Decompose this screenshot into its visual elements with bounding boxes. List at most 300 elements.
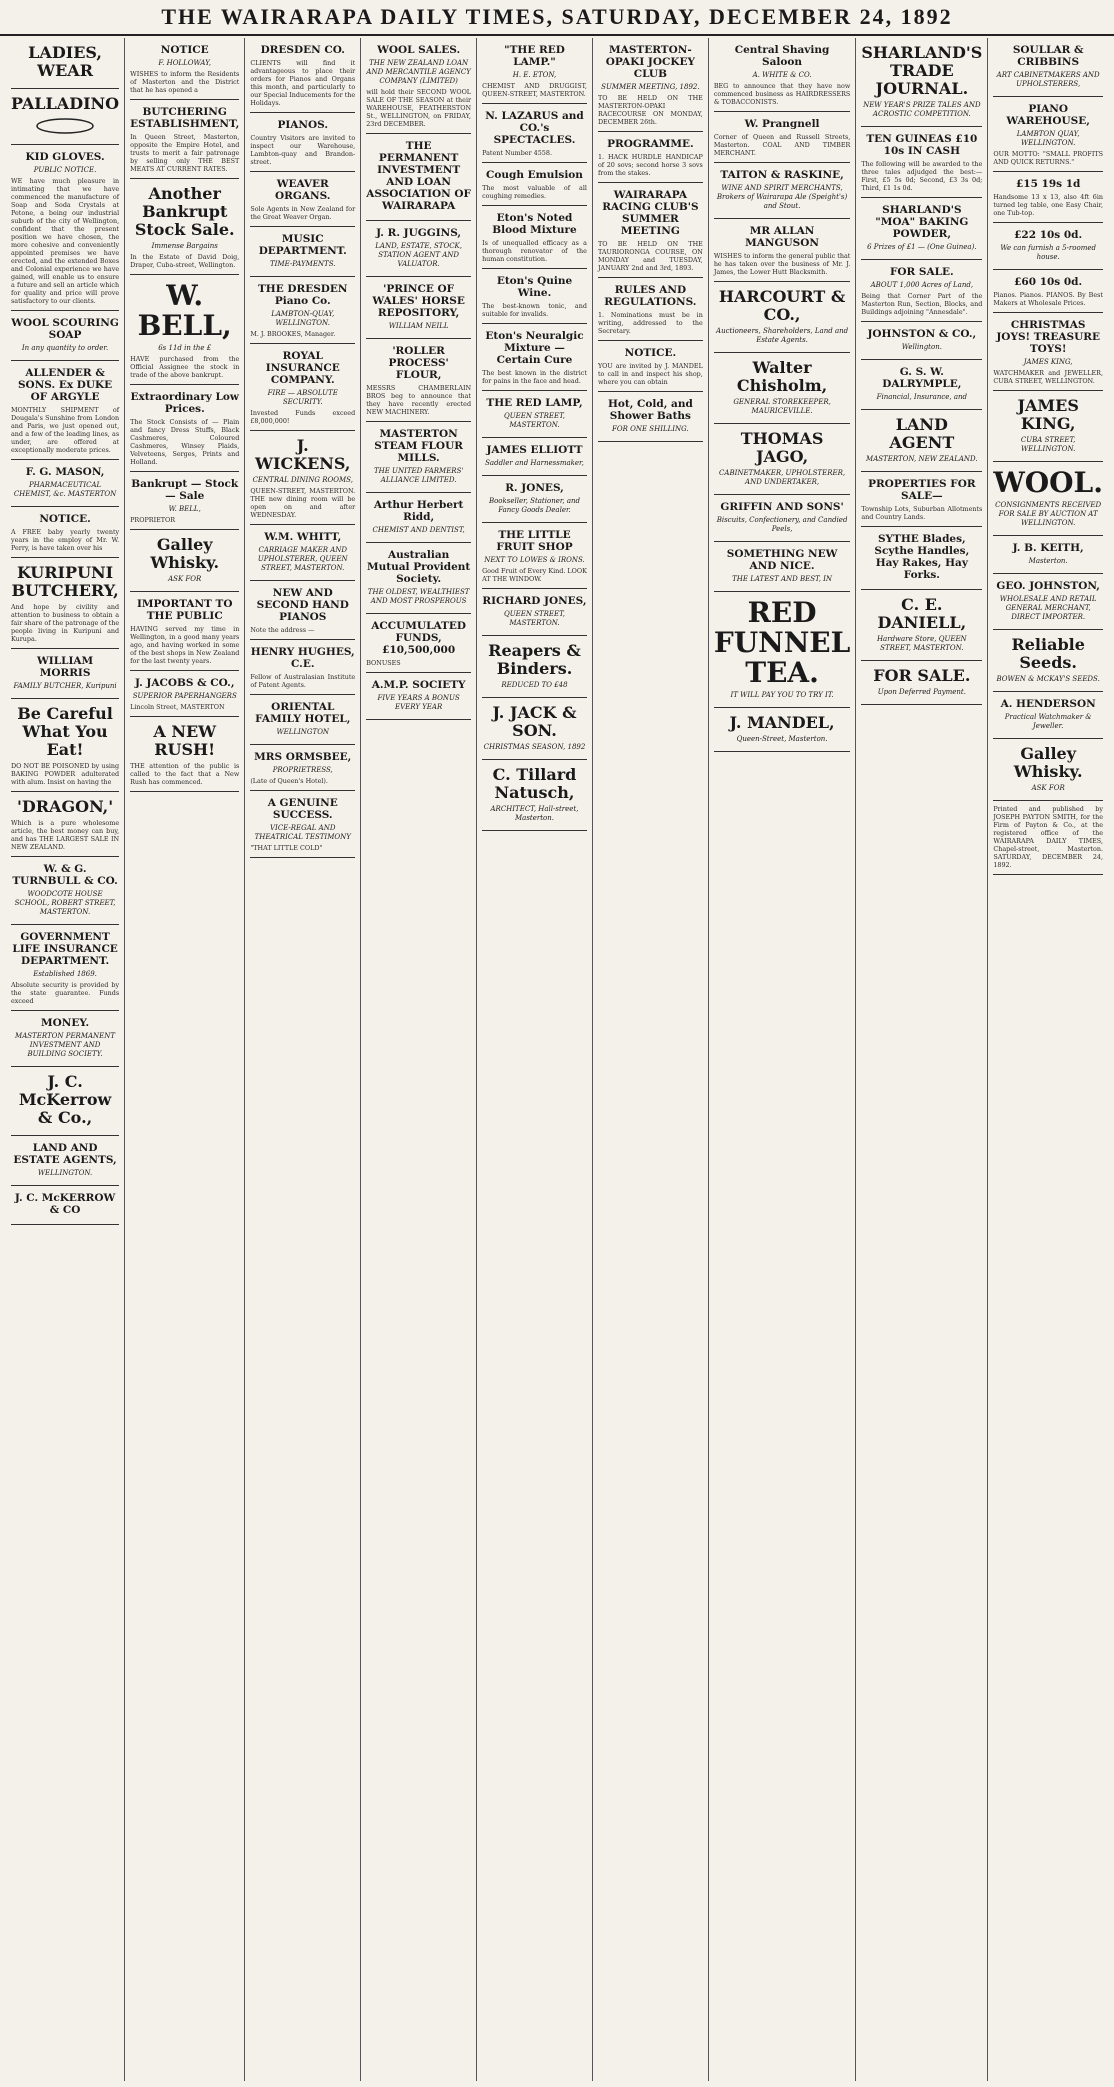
ad-heading: Australian Mutual Provident Society. [367,549,471,585]
advertisement [250,581,355,640]
ad-subheading: CENTRAL DINING ROOMS, [252,476,353,484]
advertisement [366,277,471,339]
advertisement [366,422,471,493]
ad-heading: HENRY HUGHES, C.E. [250,646,355,670]
advertisement [993,38,1103,97]
ad-body-text: TO BE HELD ON THE MASTERTON-OPAKI RACECOURSE ON MONDAY, DECEMBER 26th. [597,94,703,126]
ad-heading: IMPORTANT TO THE PUBLIC [136,598,233,622]
advertisement [482,523,587,589]
ad-heading: MRS ORMSBEE, [254,751,352,763]
advertisement [11,1067,119,1136]
ad-body-text: YOU are invited by J. MANDEL to call in and inspect his shop, where you can obtain [597,362,703,386]
advertisement [366,614,471,673]
advertisement [11,311,119,361]
ad-subheading: THE OLDEST, WEALTHIEST AND MOST PROSPEROUS [367,588,470,605]
advertisement [11,925,119,1011]
ad-heading: J. JACK & SON. [492,703,577,740]
ad-heading: Another Bankrupt Stock Sale. [134,184,235,239]
advertisement [482,163,587,206]
ad-body-text: Pianos. Pianos. PIANOS. By Best Makers at Wholesale Prices. [993,291,1103,307]
ad-body-text: Absolute security is provided by the state guarantee. Funds exceed [11,981,120,1005]
advertisement [11,507,119,558]
ad-heading: F. G. MASON, [25,466,105,478]
ad-heading: G. S. W. DALRYMPLE, [882,366,962,390]
advertisement [714,219,851,282]
advertisement [861,198,982,260]
ad-subheading: CABINETMAKER, UPHOLSTERER, AND UNDERTAKER, [719,469,846,486]
advertisement [714,592,851,708]
advertisement [130,717,239,792]
advertisement [861,661,982,705]
ad-heading: J. C. McKerrow & Co., [18,1072,112,1127]
ad-subheading: In any quantity to order. [21,344,109,352]
ad-subheading: SUPERIOR PAPERHANGERS [132,692,237,700]
ad-heading: RICHARD JONES, [482,595,587,607]
ad-heading: J. R. JUGGINS, [376,227,462,239]
ad-heading: TAITON & RASKINE, [720,169,844,181]
ad-subheading: Queen-Street, Masterton. [736,735,828,743]
newspaper-columns [6,38,1108,2081]
ad-body-text: WATCHMAKER and JEWELLER, CUBA STREET, WELLINGTON. [993,369,1103,385]
advertisement [482,476,587,523]
advertisement [11,145,119,311]
ad-heading: GEO. JOHNSTON, [996,580,1100,592]
advertisement [714,282,851,353]
ad-heading: Be Careful What You Eat! [17,704,113,759]
ad-subheading: Upon Deferred Payment. [877,688,966,696]
ad-heading: HARCOURT & CO., [718,287,846,324]
ad-heading: J. JACOBS & CO., [134,677,235,689]
advertisement [861,127,982,198]
ad-body-text: MONTHLY SHIPMENT of Dougala's Sunshine from London and Paris, we just opened out, and a few of the leading lines, as under, are offered at exceptionally moderate prices. [11,406,120,454]
ad-heading: A GENUINE SUCCESS. [267,797,338,821]
advertisement [130,530,239,592]
ad-heading: LAND AGENT [889,415,955,452]
ad-body-text: CHEMIST AND DRUGGIST, QUEEN-STREET, MASTERTON. [482,82,587,98]
ad-heading: WILLIAM MORRIS [36,655,94,679]
ad-subheading: ARCHITECT, Hall-street, Masterton. [490,805,579,822]
advertisement [11,361,119,460]
ad-heading: 'DRAGON,' [16,797,114,816]
ad-subheading: W. BELL, [168,505,201,513]
advertisement [366,221,471,277]
advertisement [482,104,587,163]
ad-heading: W. Prangnell [744,118,820,130]
ad-heading: Arthur Herbert Ridd, [373,499,464,523]
ad-subheading: ASK FOR [1031,784,1065,792]
advertisement [482,38,587,104]
advertisement [130,592,239,671]
ad-subheading: CONSIGNMENTS RECEIVED FOR SALE BY AUCTION AT WELLINGTON. [995,501,1102,527]
advertisement [993,574,1103,630]
ad-body-text: "THAT LITTLE COLD" [250,844,323,852]
ad-heading: CHRISTMAS JOYS! TREASURE TOYS! [996,319,1100,355]
ad-body-text: Handsome 13 x 13, also 4ft 6in turned leg table, one Easy Chair, one Tub-top. [993,193,1103,217]
advertisement [993,223,1103,270]
ad-subheading: THE UNITED FARMERS' ALLIANCE LIMITED. [373,467,464,484]
ad-heading: KID GLOVES. [25,151,105,163]
ad-heading: R. JONES, [505,482,564,494]
ad-subheading: SUMMER MEETING, 1892. [601,83,700,91]
ad-heading: JOHNSTON & CO., [867,328,977,340]
ad-heading: 'ROLLER PROCESS' FLOUR, [388,345,449,381]
ad-body-text: The best-known tonic, and suitable for invalids. [482,302,587,318]
ad-heading: Reliable Seeds. [1011,635,1085,672]
ad-subheading: THE LATEST AND BEST, IN [732,575,833,583]
ad-subheading: 6s 11d in the £ [158,344,212,352]
advertisement [11,38,119,89]
ad-subheading: MASTERTON PERMANENT INVESTMENT AND BUILDING SOCIETY. [15,1032,116,1058]
advertisement [714,353,851,424]
ad-subheading: Hardware Store, QUEEN STREET, MASTERTON. [876,635,967,652]
ad-heading: "THE RED LAMP." [504,44,565,68]
advertisement [861,472,982,527]
ad-subheading: Auctioneers, Shareholders, Land and Estate Agents. [716,327,849,344]
ad-heading: Hot, Cold, and Shower Baths [607,398,693,422]
ad-heading: ORIENTAL FAMILY HOTEL, [255,701,351,725]
ad-subheading: CUBA STREET, WELLINGTON. [1020,436,1076,453]
ad-subheading: We can furnish a 5-roomed house. [1000,244,1096,261]
ad-heading: FOR SALE. [873,666,971,685]
ad-subheading: CHEMIST AND DENTIST, [372,526,465,534]
ad-body-text: HAVE purchased from the Official Assignee the stock in trade of the above bankrupt. [130,355,240,379]
ad-heading: ACCUMULATED FUNDS, £10,500,000 [371,620,466,656]
ad-heading: Reapers & Binders. [488,641,581,678]
masthead: THE WAIRARAPA DAILY TIMES, SATURDAY, DECEMBER 24, 1892 [0,0,1114,36]
ad-subheading: Immense Bargains [151,242,218,250]
advertisement [250,640,355,695]
advertisement [250,227,355,277]
ad-subheading: BOWEN & MCKAY'S SEEDS. [996,675,1100,683]
ad-body-text: The best known in the district for pains in the face and head. [482,369,587,385]
ad-body-text: DO NOT BE POISONED by using BAKING POWDER adulterated with alum. Insist on having the [11,762,120,786]
ad-heading: NEW AND SECOND HAND PIANOS [256,587,349,623]
ad-body-text: 1. HACK HURDLE HANDICAP of 20 sovs; second horse 3 sovs from the stakes. [597,153,703,177]
advertisement [861,527,982,590]
ad-subheading: FIRE — ABSOLUTE SECURITY. [267,389,338,406]
ad-heading: NOTICE. [39,513,91,525]
ad-subheading: PROPRIETRESS, [272,766,333,774]
advertisement [11,699,119,792]
ad-subheading: JAMES KING, [1023,358,1073,366]
ad-body-text: WISHES to inform the Residents of Masterton and the District that he has opened a [130,70,240,94]
ad-heading: Extraordinary Low Prices. [130,391,239,415]
advertisement [598,392,703,442]
advertisement [130,100,239,179]
ad-subheading: WINE AND SPIRIT MERCHANTS, Brokers of Wairarapa Ale (Speight's) and Stout. [716,184,848,210]
ad-subheading: TIME-PAYMENTS. [269,260,336,268]
ad-body-text: Corner of Queen and Russell Streets, Masterton. COAL AND TIMBER MERCHANT. [713,133,851,157]
ad-body-text: Is of unequalled efficacy as a thorough renovator of the human constitution. [482,239,587,263]
advertisement [482,391,587,438]
ad-heading: WOOL. [993,466,1103,499]
advertisement [250,344,355,431]
ad-subheading: FAMILY BUTCHER, Kuripuni [13,682,117,690]
ad-body-text: BEG to announce that they have now commenced business as HAIRDRESSERS & TOBACCONISTS. [713,82,851,106]
ad-heading: MASTERTON STEAM FLOUR MILLS. [374,428,463,464]
ad-body-text: BONUSES [366,659,401,667]
ad-heading: A NEW RUSH! [153,722,217,759]
ad-subheading: Practical Watchmaker & Jeweller. [1004,713,1092,730]
advertisement [250,791,355,858]
advertisement [250,525,355,581]
ad-heading: MR ALLAN MANGUSON [745,225,819,249]
ad-subheading: CHRISTMAS SEASON, 1892 [483,743,586,751]
ad-body-text: HAVING served my time in Wellington, in a good many years ago, and having worked in some of the best shops in New Zealand for the last twenty years. [130,625,240,665]
ad-heading: C. Tillard Natusch, [492,765,577,802]
ad-heading: Cough Emulsion [486,169,583,181]
ad-heading: Eton's Neuralgic Mixture — Certain Cure [485,330,584,366]
advertisement [993,692,1103,739]
ad-subheading: WELLINGTON [276,728,330,736]
advertisement [993,313,1103,391]
ad-body-text: will hold their SECOND WOOL SALE OF THE SEASON at their WAREHOUSE, FEATHERSTON St., WELLINGTON, on FRIDAY, 23rd DECEMBER. [366,88,472,128]
ad-subheading: Bookseller, Stationer, and Fancy Goods Dealer. [488,497,581,514]
ad-heading: WEAVER ORGANS. [275,178,331,202]
ad-subheading: VICE-REGAL AND THEATRICAL TESTIMONY [254,824,351,841]
ad-body-text: Being that Corner Part of the Masterton Run, Section, Blocks, and Buildings adjoining "Annesdale". [861,292,983,316]
advertisement [482,589,587,636]
advertisement [861,360,982,410]
ad-body-text: In Queen Street, Masterton, opposite the Empire Hotel, and trusts to merit a fair patronage by selling only THE BEST MEATS AT CURRENT RATES. [130,133,240,173]
column-9 [988,38,1108,2081]
advertisement [598,278,703,341]
ad-heading: THE RED LAMP, [486,397,583,409]
ad-body-text: Note the address — [250,626,315,634]
advertisement [366,38,471,134]
advertisement [11,649,119,699]
ad-subheading: WELLINGTON. [37,1169,93,1177]
glove-logo-icon [35,117,95,135]
ad-subheading: MASTERTON, NEW ZEALAND. [866,455,978,463]
ad-subheading: PUBLIC NOTICE. [33,166,97,174]
advertisement [250,431,355,525]
ad-body-text: Invested Funds exceed £8,000,000! [250,409,356,425]
advertisement [482,206,587,269]
column-5 [477,38,593,2081]
advertisement [250,172,355,227]
advertisement [993,739,1103,801]
ad-heading: W.M. WHITT, [264,531,342,543]
ad-heading: W. BELL, [137,279,232,342]
ad-heading: FOR SALE. [889,266,954,278]
ad-heading: SHARLAND'S "MOA" BAKING POWDER, [875,204,969,240]
advertisement [11,1136,119,1186]
advertisement [366,543,471,614]
ad-heading: Galley Whisky. [150,535,220,572]
ad-heading: Bankrupt — Stock — Sale [131,478,239,502]
advertisement [861,322,982,360]
advertisement [130,38,239,100]
advertisement [993,801,1103,875]
advertisement [993,391,1103,462]
ad-heading: MASTERTON-OPAKI JOCKEY CLUB [605,44,695,80]
ad-heading: RULES AND REGULATIONS. [604,284,697,308]
advertisement [250,113,355,172]
advertisement [993,630,1103,692]
ad-subheading: ART CABINETMAKERS AND UPHOLSTERERS, [996,71,1100,88]
ad-body-text: TO BE HELD ON THE TAURIORONGA COURSE, ON MONDAY and TUESDAY, JANUARY 2nd and 3rd, 1893. [597,240,703,272]
ad-body-text: Country Visitors are invited to inspect our Warehouse, Lambton-quay and Brandon-street. [250,134,356,166]
advertisement [861,410,982,472]
advertisement [250,695,355,745]
advertisement [11,460,119,507]
ad-heading: BUTCHERING ESTABLISHMENT, [130,106,240,130]
ad-heading: PIANO WAREHOUSE, [1006,103,1090,127]
ad-heading: £15 19s 1d [1015,178,1081,190]
ad-heading: PROPERTIES FOR SALE— [868,478,976,502]
advertisement [130,275,239,385]
ad-body-text: Which is a pure wholesome article, the best money can buy, and has THE LARGEST SALE IN NEW ZEALAND. [11,819,120,851]
ad-subheading: LAMBTON-QUAY, WELLINGTON. [271,310,335,327]
ad-body-text: The following will be awarded to the three tales adjudged the best:— First, £5 5s 0d; Second, £3 3s 0d; Third, £1 1s 0d. [861,160,983,192]
ad-heading: THE LITTLE FRUIT SHOP [496,529,573,553]
advertisement [130,179,239,275]
advertisement [250,745,355,791]
ad-body-text: Township Lots, Suburban Allotments and Country Lands. [861,505,983,521]
advertisement [714,542,851,592]
ad-heading: J. MANDEL, [729,713,835,732]
advertisement [861,260,982,322]
ad-body-text: OUR MOTTO: "SMALL PROFITS AND QUICK RETURNS." [993,150,1103,166]
ad-subheading: Wellington. [901,343,942,351]
ad-heading: A. HENDERSON [1000,698,1096,710]
ad-heading: J. WICKENS, [255,436,351,473]
advertisement [482,698,587,760]
advertisement [993,172,1103,223]
ad-body-text: The most valuable of all coughing remedies. [482,184,587,200]
ad-subheading: Financial, Insurance, and [876,393,968,401]
column-3 [245,38,361,2081]
column-8 [856,38,988,2081]
advertisement [482,636,587,698]
advertisement [366,339,471,422]
ad-subheading: ABOUT 1,000 Acres of Land, [870,281,974,289]
advertisement [366,673,471,720]
ad-heading: MUSIC DEPARTMENT. [258,233,347,257]
advertisement [250,277,355,344]
ad-heading: WAIRARAPA RACING CLUB'S SUMMER MEETING [602,189,699,237]
ad-heading: THOMAS JAGO, [740,429,824,466]
ad-heading: J. C. McKERROW & CO [14,1192,116,1216]
ad-heading: Eton's Quine Wine. [496,275,573,299]
ad-subheading: LAMBTON QUAY, WELLINGTON. [1016,130,1080,147]
advertisement [993,462,1103,536]
ad-body-text: In the Estate of David Doig, Draper, Cuba-street, Wellington. [130,253,240,269]
ad-body-text: Printed and published by JOSEPH PAYTON SMITH, for the Firm of Payton & Co., at the registered office of the WAIRARAPA DAILY TIMES, Chapel-street, Masterton. SATURDAY, DECEMBER 24, 1892. [993,805,1103,869]
ad-subheading: PHARMACEUTICAL CHEMIST, &c. MASTERTON [13,481,117,498]
advertisement [11,89,119,145]
ad-subheading: Masterton. [1028,557,1068,565]
advertisement [861,38,982,127]
ad-subheading: QUEEN STREET, MASTERTON. [503,610,566,627]
ad-heading: GOVERNMENT LIFE INSURANCE DEPARTMENT. [12,931,118,967]
ad-heading: A.M.P. SOCIETY [371,679,466,691]
advertisement [130,385,239,472]
ad-heading: LADIES, WEAR [28,43,102,80]
ad-heading: PIANOS. [277,119,329,131]
advertisement [482,324,587,391]
ad-body-text: (Late of Queen's Hotel). [250,777,328,785]
ad-subheading: WOODCOTE HOUSE SCHOOL, ROBERT STREET, MASTERTON. [14,890,116,916]
advertisement [598,132,703,183]
ad-heading: Central Shaving Saloon [734,44,830,68]
column-4 [361,38,477,2081]
ad-heading: J. B. KEITH, [1012,542,1084,554]
ad-body-text: Good Fruit of Every Kind. LOOK AT THE WINDOW. [482,567,587,583]
ad-heading: RED FUNNEL TEA. [713,596,851,689]
ad-subheading: THE NEW ZEALAND LOAN AND MERCANTILE AGENCY COMPANY (LIMITED) [366,59,471,85]
advertisement [366,493,471,543]
advertisement [993,536,1103,574]
column-2 [125,38,245,2081]
ad-heading: N. LAZARUS and CO.'s SPECTACLES. [485,110,584,146]
ad-body-text: Fellow of Australasian Institute of Patent Agents. [250,673,356,689]
ad-subheading: LAND, ESTATE, STOCK, STATION AGENT AND VALUATOR. [375,242,462,268]
column-7 [709,38,857,2081]
ad-heading: Galley Whisky. [1013,744,1083,781]
advertisement [598,341,703,392]
ad-body-text: WE have much pleasure in intimating that we have commenced the manufacture of Soap and Soda Crystals at Petone, a being our industrial suburb of the city of Wellington, confident that the present position we have chosen, the more cohesive and conveniently appointed premises we have erected, and the extended Boxes and Colonial experience we have gained, will enable us to ensure a future and sell an article which for quality and price will prove satisfactory to our clients. [11,177,120,305]
ad-body-text: WISHES to inform the general public that he has taken over the business of Mr. J. James, the Lower Hutt Blacksmith. [713,252,851,276]
advertisement [714,424,851,495]
advertisement [11,1186,119,1225]
ad-heading: SYTHE Blades, Scythe Handles, Hay Rakes, Hay Forks. [874,533,970,581]
ad-subheading: REDUCED TO £48 [501,681,568,689]
ad-subheading: QUEEN STREET, MASTERTON. [503,412,566,429]
ad-heading: DRESDEN CO. [260,44,345,56]
ad-subheading: NEW YEAR'S PRIZE TALES AND ACROSTIC COMPETITION. [863,101,981,118]
ad-body-text: Patent Number 4558. [482,149,552,157]
advertisement [993,97,1103,172]
ad-heading: £60 10s 0d. [1014,276,1083,288]
advertisement [598,183,703,278]
ad-heading: THE PERMANENT INVESTMENT AND LOAN ASSOCIATION OF WAIRARAPA [366,140,472,212]
advertisement [11,558,119,649]
ad-body-text: MESSRS CHAMBERLAIN BROS beg to announce that they have recently erected NEW MACHINERY. [366,384,472,416]
ad-heading: WOOL SCOURING SOAP [11,317,119,341]
advertisement [714,495,851,542]
ad-heading: PROGRAMME. [607,138,694,150]
ad-subheading: ASK FOR [168,575,202,583]
ad-heading: £22 10s 0d. [1014,229,1083,241]
advertisement [366,134,471,221]
ad-body-text: The Stock Consists of — Plain and fancy Dress Stuffs, Black Cashmeres, Coloured Cashmeres, Winsey Plaids, Velveteens, Serges, Prints and Holland. [130,418,240,466]
ad-body-text: Lincoln Street, MASTERTON [130,703,225,711]
ad-heading: THE DRESDEN Piano Co. [257,283,348,307]
ad-subheading: WILLIAM NEILL [388,322,449,330]
ad-heading: PALLADINO [11,94,120,113]
advertisement [482,438,587,476]
advertisement [130,671,239,717]
advertisement [993,270,1103,313]
advertisement [714,112,851,163]
ad-heading: WOOL SALES. [377,44,461,56]
ad-subheading: FOR ONE SHILLING. [612,425,689,433]
advertisement [714,708,851,752]
ad-subheading: H. E. ETON, [512,71,557,79]
ad-body-text: A FREE baby yearly twenty years in the employ of Mr. W. Perry, is have taken over his [11,528,120,552]
ad-heading: JAMES ELLIOTT [486,444,583,456]
ad-heading: MONEY. [40,1017,90,1029]
ad-subheading: CARRIAGE MAKER AND UPHOLSTERER, QUEEN STREET, MASTERTON. [257,546,348,572]
advertisement [130,472,239,530]
ad-heading: NOTICE. [624,347,677,359]
ad-body-text: PROPRIETOR [130,516,176,524]
advertisement [861,590,982,661]
ad-heading: JAMES KING, [1017,396,1079,433]
ad-body-text: QUEEN-STREET, MASTERTON. THE new dining room will be open on and after WEDNESDAY. [250,487,356,519]
